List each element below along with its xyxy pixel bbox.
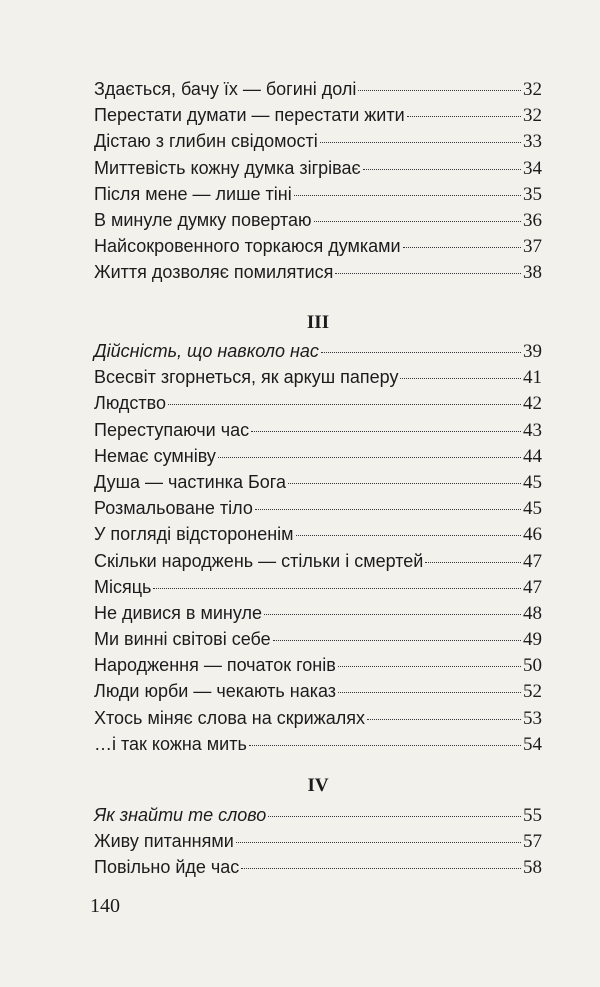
toc-entry-page: 52 bbox=[523, 681, 542, 703]
dot-leader bbox=[268, 816, 521, 817]
toc-entry-title: Дійсність, що навколо нас bbox=[94, 341, 319, 361]
toc-entry-page: 39 bbox=[523, 341, 542, 362]
toc-entry bbox=[94, 443, 542, 469]
toc-entry-title: Перестати думати — перестати жити bbox=[94, 105, 405, 126]
toc-entry-page: 44 bbox=[523, 445, 542, 467]
toc-entry-page: 50 bbox=[523, 655, 542, 677]
dot-leader bbox=[321, 352, 521, 353]
toc-entry-page: 42 bbox=[523, 393, 542, 415]
section-heading-iii: III bbox=[306, 312, 330, 333]
dot-leader bbox=[249, 745, 521, 746]
dot-leader bbox=[403, 247, 521, 248]
toc-entry bbox=[94, 233, 542, 259]
toc-entry bbox=[94, 731, 542, 757]
dot-leader bbox=[338, 692, 521, 693]
dot-leader bbox=[320, 142, 521, 143]
toc-list-section-iii bbox=[94, 338, 542, 757]
dot-leader bbox=[273, 640, 521, 641]
toc-entry-page: 53 bbox=[523, 707, 542, 729]
dot-leader bbox=[251, 431, 521, 432]
toc-entry-page: 33 bbox=[523, 131, 542, 153]
toc-entry bbox=[94, 652, 542, 678]
dot-leader bbox=[367, 719, 521, 720]
toc-entry bbox=[94, 678, 542, 704]
toc-entry-page: 45 bbox=[523, 498, 542, 520]
toc-entry-title: Ми винні світові себе bbox=[94, 629, 271, 650]
toc-entry-title: Живу питаннями bbox=[94, 831, 234, 852]
toc-entry-page: 58 bbox=[523, 857, 542, 879]
toc-entry-title: В минуле думку повертаю bbox=[94, 209, 312, 230]
toc-entry bbox=[94, 338, 542, 364]
toc-entry-title: Скільки народжень — стільки і смертей bbox=[94, 550, 424, 571]
toc-entry bbox=[94, 802, 542, 828]
toc-entry-page: 54 bbox=[523, 733, 542, 755]
dot-leader bbox=[294, 195, 521, 196]
dot-leader bbox=[338, 666, 521, 667]
toc-entry-title: Люди юрби — чекають наказ bbox=[94, 681, 337, 702]
toc-entry-page: 34 bbox=[523, 157, 542, 179]
toc-entry-title: …і так кожна мить bbox=[94, 733, 247, 754]
toc-entry-title: Переступаючи час bbox=[94, 419, 250, 440]
toc-entry-page: 48 bbox=[523, 602, 542, 624]
toc-entry-title: Життя дозволяє помилятися bbox=[94, 262, 334, 283]
dot-leader bbox=[288, 483, 521, 484]
dot-leader bbox=[236, 842, 521, 843]
toc-entry bbox=[94, 207, 542, 233]
toc-entry bbox=[94, 417, 542, 443]
dot-leader bbox=[425, 562, 521, 563]
toc-entry bbox=[94, 181, 542, 207]
toc-entry-page: 55 bbox=[523, 805, 542, 826]
dot-leader bbox=[314, 221, 521, 222]
toc-entry bbox=[94, 102, 542, 128]
dot-leader bbox=[218, 457, 521, 458]
toc-entry-page: 45 bbox=[523, 471, 542, 493]
dot-leader bbox=[241, 868, 521, 869]
toc-entry bbox=[94, 495, 542, 521]
dot-leader bbox=[335, 273, 521, 274]
dot-leader bbox=[407, 116, 521, 117]
toc-entry bbox=[94, 626, 542, 652]
toc-entry-title: Людство bbox=[94, 393, 167, 414]
dot-leader bbox=[153, 588, 521, 589]
toc-entry-title: Як знайти те слово bbox=[94, 805, 267, 825]
toc-entry-title: Місяць bbox=[94, 576, 152, 597]
toc-entry-title: Розмальоване тіло bbox=[94, 498, 253, 519]
toc-entry-page: 46 bbox=[523, 524, 542, 546]
toc-entry-title: Повільно йде час bbox=[94, 857, 240, 878]
toc-entry-title: Дістаю з глибин свідомості bbox=[94, 131, 318, 152]
dot-leader bbox=[264, 614, 521, 615]
toc-entry bbox=[94, 76, 542, 102]
toc-entry-title: Душа — частинка Бога bbox=[94, 471, 286, 492]
toc-entry bbox=[94, 548, 542, 574]
toc-entry bbox=[94, 854, 542, 880]
toc-list-section-iv bbox=[94, 802, 542, 881]
toc-list-continuation bbox=[94, 76, 542, 286]
toc-entry-page: 47 bbox=[523, 550, 542, 572]
toc-entry-page: 57 bbox=[523, 831, 542, 853]
toc-entry bbox=[94, 469, 542, 495]
toc-entry-title: У погляді відстороненім bbox=[94, 524, 294, 545]
toc-entry-title: Всесвіт згорнеться, як аркуш паперу bbox=[94, 367, 399, 388]
toc-entry-page: 35 bbox=[523, 183, 542, 205]
dot-leader bbox=[168, 404, 521, 405]
toc-entry-page: 36 bbox=[523, 209, 542, 231]
toc-entry bbox=[94, 705, 542, 731]
dot-leader bbox=[255, 509, 521, 510]
toc-entry-page: 43 bbox=[523, 419, 542, 441]
toc-entry-title: Хтось міняє слова на скрижалях bbox=[94, 707, 365, 728]
toc-entry bbox=[94, 521, 542, 547]
toc-entry bbox=[94, 364, 542, 390]
toc-entry-page: 32 bbox=[523, 105, 542, 127]
toc-entry bbox=[94, 600, 542, 626]
toc-entry bbox=[94, 390, 542, 416]
toc-entry-title: Немає сумніву bbox=[94, 445, 216, 466]
toc-entry-page: 41 bbox=[523, 367, 542, 389]
toc-entry-page: 32 bbox=[523, 79, 542, 100]
toc-entry-page: 38 bbox=[523, 262, 542, 284]
dot-leader bbox=[400, 378, 521, 379]
toc-entry bbox=[94, 828, 542, 854]
toc-entry-page: 49 bbox=[523, 629, 542, 651]
dot-leader bbox=[363, 169, 521, 170]
toc-entry-page: 47 bbox=[523, 576, 542, 598]
toc-entry-page: 37 bbox=[523, 236, 542, 258]
dot-leader bbox=[358, 90, 521, 91]
toc-entry bbox=[94, 574, 542, 600]
toc-entry bbox=[94, 259, 542, 285]
toc-entry-title: Здається, бачу їх — богині долі bbox=[94, 79, 357, 99]
toc-entry-title: Не дивися в минуле bbox=[94, 602, 262, 623]
page-number: 140 bbox=[90, 895, 120, 917]
toc-entry-title: Найсокровенного торкаюся думками bbox=[94, 236, 401, 257]
toc-entry-title: Миттевість кожну думка зігріває bbox=[94, 157, 361, 178]
toc-entry-title: Після мене — лише тіні bbox=[94, 183, 292, 204]
section-heading-iv: IV bbox=[307, 775, 329, 796]
toc-entry-title: Народження — початок гонів bbox=[94, 655, 336, 676]
dot-leader bbox=[296, 535, 521, 536]
toc-entry bbox=[94, 128, 542, 154]
toc-entry bbox=[94, 155, 542, 181]
